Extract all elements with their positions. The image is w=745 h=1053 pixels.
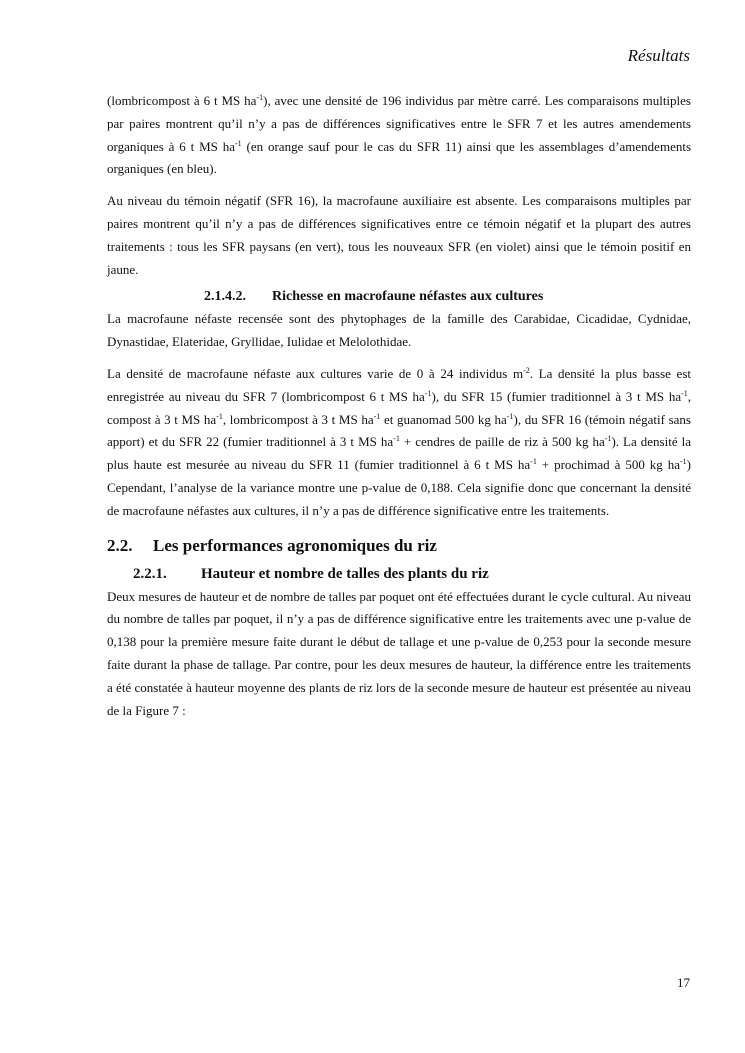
paragraph-negative-control: Au niveau du témoin négatif (SFR 16), la macrofaune auxiliaire est absente. Les comparaisons multiples par paires montrent qu’il n’y a pas de différences significatives entre ce témoin négatif et la plupart des autres traitements : tous les SFR paysans (en vert), tous les nouveaux SFR (en violet) ainsi que le témoin positif en jaune. bbox=[107, 193, 691, 277]
paragraph-sfr7-comparison: (lombricompost à 6 t MS $ha^{-1}$), avec une densité de 196 individus par mètre carré. Les comparaisons multiples par paires montrent qu’il n’y a pas de différences significatives entre le SFR 7 et les autres amendements organiques à 6 t MS $ha^{-1}$ (en orange sauf pour le cas du SFR 11) ainsi que les assemblages d’amendements organiques (en bleu). bbox=[107, 93, 692, 177]
page-number: 17 bbox=[677, 975, 690, 990]
section-heading-2-1-4-2: 2.1.4.2. Richesse en macrofaune néfastes aux cultures bbox=[204, 289, 544, 305]
paragraph-harmful-families: La macrofaune néfaste recensée sont des phytophages de la famille des Carabidae, Cicadidae, Cydnidae, Dynastidae, Elateridae, Gryllidae, Iulidae et Melolothidae. bbox=[107, 311, 691, 350]
paragraph-harmful-density: La densité de macrofaune néfaste aux cultures varie de 0 à 24 individus $m^{-2}$. La densité la plus basse est enregistrée au niveau du SFR 7 (lombricompost 6 t MS $ha^{-1}$), du SFR 15 (fumier traditionnel à 3 t MS $ha^{-1}$, compost à 3 t MS $ha^{-1}$, lombricompost à 3 t MS $ha^{-1}$ et guanomad 500 kg $ha^{-1}$), du SFR 16 (témoin négatif sans apport) et du SFR 22 (fumier traditionnel à 3 t MS $ha^{-1}$ + cendres de paille de riz à 500 kg $ha^{-1}$). La densité la plus haute est mesurée au niveau du SFR 11 (fumier traditionnel à 6 t MS $ha^{-1}$ + prochimad à 500 kg $ha^{-1}$) Cependant, l’analyse de la variance montre une p-value de 0,188. Cela signifie donc que concernant la densité de macrofaune néfastes aux cultures, il n’y a pas de différence significative entre les traitements. bbox=[107, 365, 692, 518]
paragraph-height-tillers: Deux mesures de hauteur et de nombre de talles par poquet ont été effectuées durant le cycle cultural. Au niveau du nombre de talles par poquet, il n’y a pas de différence significative entre les traitements avec une p-value de 0,138 pour la première mesure faite durant le début de tallage et une p-value de 0,253 pour la seconde mesure faite durant la phase de tallage. Par contre, pour les deux mesures de hauteur, la différence entre les traitements a été constatée à hauteur moyenne des plants de riz lors de la seconde mesure de hauteur est présentée au niveau de la Figure 7 : bbox=[107, 588, 691, 718]
page-body bbox=[107, 90, 691, 722]
running-header: Résultats bbox=[627, 46, 690, 65]
section-heading-2-2: 2.2. Les performances agronomiques du riz bbox=[107, 535, 437, 555]
section-heading-2-2-1: 2.2.1. Hauteur et nombre de talles des plants du riz bbox=[133, 565, 489, 582]
